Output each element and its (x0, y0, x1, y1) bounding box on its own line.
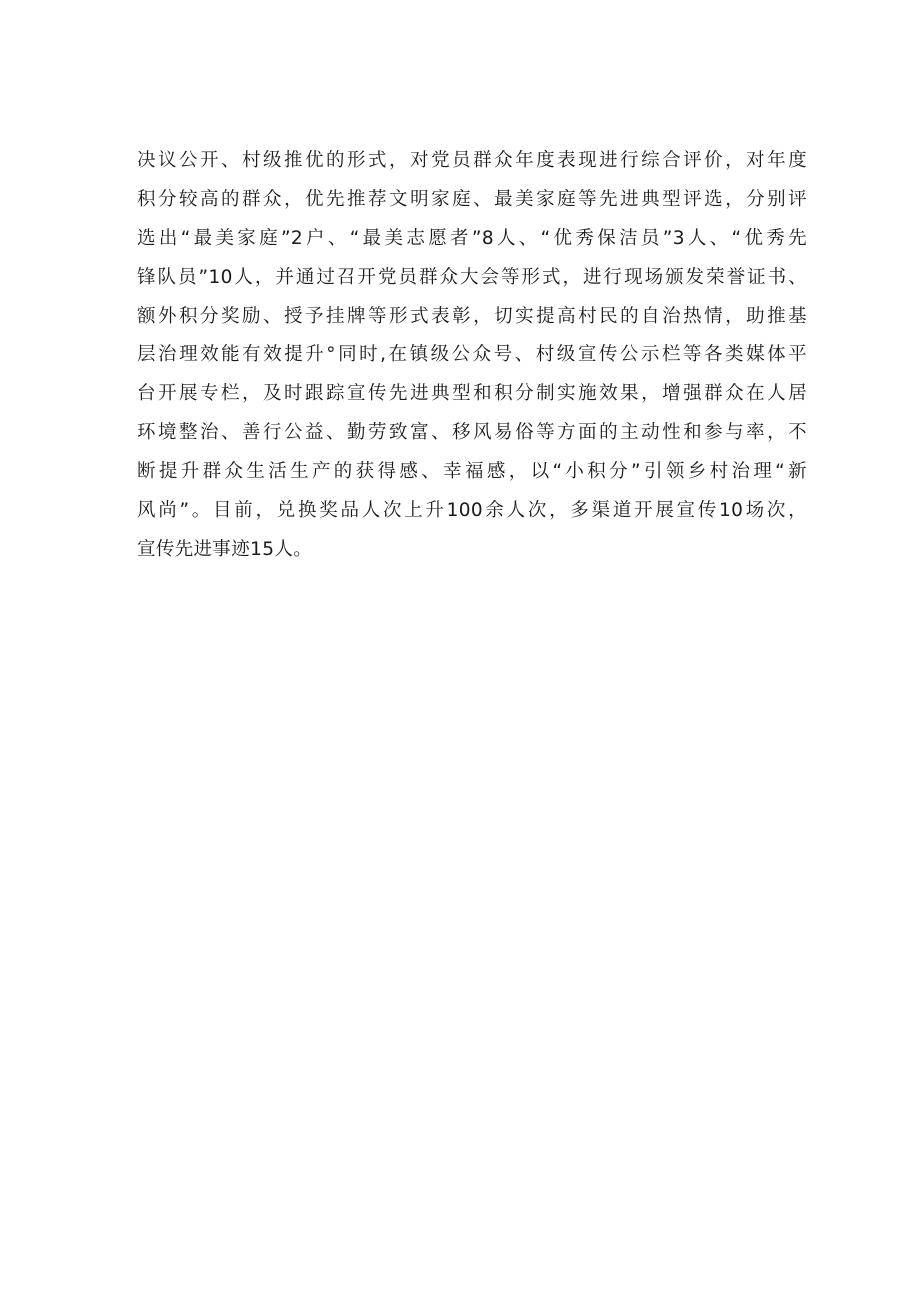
body-paragraph (137, 142, 807, 570)
paragraph-line-8: 环境整治、善行公益、勤劳致富、移风易俗等方面的主动性和参与率，不 (137, 422, 807, 444)
paragraph-line-9: 断提升群众生活生产的获得感、幸福感，以“小积分”引领乡村治理“新 (137, 461, 807, 483)
paragraph-line-6: 层治理效能有效提升°同时,在镇级公众号、村级宣传公示栏等各类媒体平 (137, 344, 807, 366)
paragraph-line-5: 额外积分奖励、授予挂牌等形式表彰，切实提高村民的自治热情，助推基 (137, 305, 807, 327)
paragraph-line-2: 积分较高的群众，优先推荐文明家庭、最美家庭等先进典型评选，分别评 (137, 188, 807, 210)
paragraph-line-1: 决议公开、村级推优的形式，对党员群众年度表现进行综合评价，对年度 (137, 150, 807, 171)
paragraph-line-10: 风尚”。目前，兑换奖品人次上升100余人次，多渠道开展宣传10场次， (137, 500, 807, 522)
paragraph-line-3: 选出“最美家庭”2户、“最美志愿者”8人、“优秀保洁员”3人、“优秀先 (137, 227, 807, 249)
paragraph-line-11: 宣传先进事迹15人。 (137, 538, 313, 560)
paragraph-line-7: 台开展专栏，及时跟踪宣传先进典型和积分制实施效果，增强群众在人居 (137, 383, 807, 405)
paragraph-line-4: 锋队员”10人，并通过召开党员群众大会等形式，进行现场颁发荣誉证书、 (137, 266, 807, 288)
